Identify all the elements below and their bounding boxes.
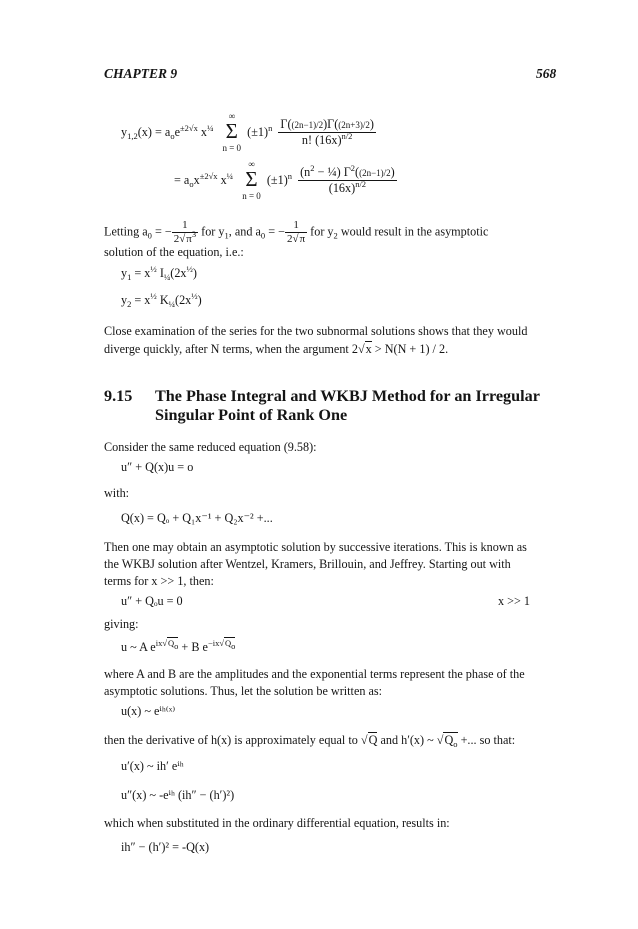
equation-y12-series: $y_{1,2}(x) = a_oe^{\pm 2√x}$ $x^{\frac{1}{4}}$ ∞ Σ n = 0 $(\pm 1)^n$ $\frac{\Gamma((2n-1)/2)\Gamma((2n+3)/2)}{n! (16x)^{n/2}}$ <box>121 111 374 153</box>
letting-text: Letting a <box>104 224 148 239</box>
solution-line: solution of the equation, i.e.: <box>104 245 244 259</box>
derivative-prefix: then the derivative of h(x) is approximately equal to <box>104 733 358 747</box>
giving-label: giving: <box>104 617 139 631</box>
derivative-and: and <box>380 733 399 747</box>
section-title-line1: The Phase Integral and WKBJ Method for an Irregular <box>155 387 540 405</box>
equation-asymptotic-solution: u ~ A $e^{ix√Q_o} + B$ $e^{-ix√Q_o}$ <box>121 638 236 654</box>
chapter-heading: CHAPTER 9 <box>104 66 178 81</box>
equation-riccati: ih″ − (h′)² = -Q(x) <box>121 840 210 854</box>
equation-u-phase: u(x) ~ eⁱʰ⁽ˣ⁾ <box>121 704 176 718</box>
close-line2-text: diverge quickly, after N terms, when the argument <box>104 342 349 356</box>
equation-y1-bessel: $y_1 = x^{\frac{1}{2}}$ $I_{\frac{1}{4}}(2x^{\frac{1}{2}})$ <box>121 264 197 282</box>
would-result-text: would result in the asymptotic <box>340 224 489 239</box>
for-y2-text: for y <box>310 224 334 239</box>
equation-large-x: u″ + Qₒu = 0 <box>121 594 183 608</box>
then-line3: terms for x >> 1, then: <box>104 574 214 588</box>
letting-line: Letting $a_0$ = − $\frac{1}{2√\pi^3}$ for $y_1$, and $a_0$ = − $\frac{1}{2√\pi}$ for $y_2$ would result in the asymptotic <box>104 219 489 246</box>
section-title-line2: Singular Point of Rank One <box>155 406 348 424</box>
derivative-suffix: so that: <box>479 733 516 747</box>
section-number: 9.15 <box>104 387 133 405</box>
equation-y2-bessel: $y_2 = x^{\frac{1}{2}}$ $K_{\frac{1}{4}}(2x^{\frac{1}{2}})$ <box>121 291 202 309</box>
with-label: with: <box>104 486 130 500</box>
then-line2: the WKBJ solution after Wentzel, Kramers, Brillouin, and Jeffrey. Starting out with <box>104 557 511 571</box>
for-y1-text: for y <box>201 224 225 239</box>
equation-u-double-prime: u″(x) ~ -eⁱʰ (ih″ − (h′)²) <box>121 788 235 802</box>
close-examination-line2: diverge quickly, after N terms, when the argument 2√x > N(N + 1) / 2. <box>104 342 449 356</box>
close-examination-line1: Close examination of the series for the two subnormal solutions shows that they would <box>104 324 528 338</box>
equation-Q-expansion: Q(x) = Qₒ + Q₁x⁻¹ + Q₂x⁻² +... <box>121 511 273 525</box>
where-line1: where A and B are the amplitudes and the exponential terms represent the phase of the <box>104 667 525 681</box>
equation-y12-series-alt: = $a_ox^{\pm 2√x}$ $x^{\frac{1}{4}}$ ∞ Σ n = 0 $(\pm 1)^n$ $\frac{(n^2 - \frac{1}{4}) \Gamma^2((2n-1)/2)}{(16x)^{n/2}}$ <box>174 159 395 201</box>
and-a-text: , and a <box>228 224 261 239</box>
equation-reduced: u″ + Q(x)u = o <box>121 460 194 474</box>
substituted-line: which when substituted in the ordinary differential equation, results in: <box>104 816 450 830</box>
page-number: 568 <box>536 66 557 81</box>
then-line1: Then one may obtain an asymptotic solution by successive iterations. This is known as <box>104 540 527 554</box>
consider-line: Consider the same reduced equation (9.58): <box>104 440 317 454</box>
where-line2: asymptotic solutions. Thus, let the solution be written as: <box>104 684 383 698</box>
derivative-line: then the derivative of h(x) is approximately equal to √Q and h′(x) ~ $√Q_o$ +... so that: <box>104 733 516 749</box>
equation-large-x-condition: x >> 1 <box>498 594 531 608</box>
equation-u-prime: u′(x) ~ ih′ eⁱʰ <box>121 759 184 773</box>
